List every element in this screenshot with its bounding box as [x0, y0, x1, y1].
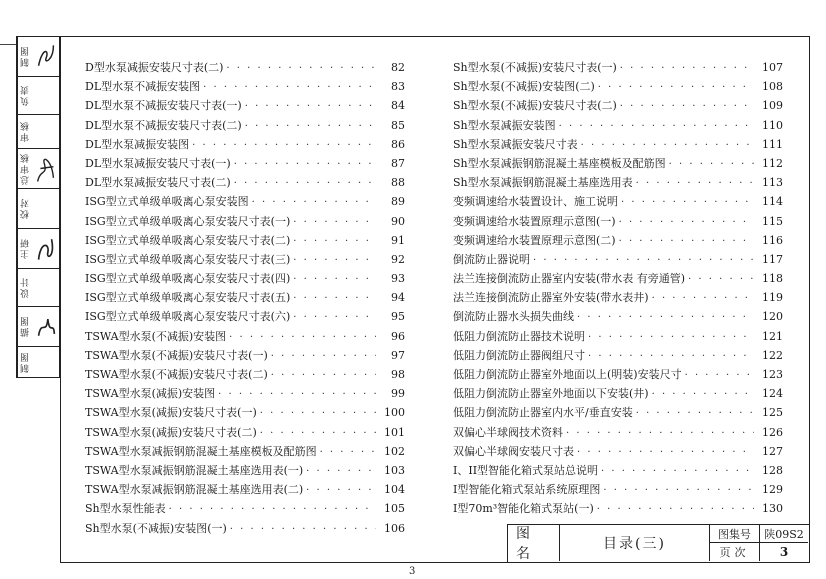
toc-leader-dots: [293, 236, 376, 247]
toc-entry-page: 125: [762, 406, 783, 420]
toc-leader-dots: [620, 63, 754, 74]
toc-leader-dots: [271, 351, 376, 362]
toc-entry: [85, 136, 405, 155]
toc-entry: [85, 481, 405, 500]
toc-entry-page: 130: [762, 502, 783, 516]
toc-entry: [453, 308, 783, 327]
toc-entry: [453, 97, 783, 116]
signature-mark: [33, 189, 59, 228]
toc-entry-title: ISG型立式单级单吸离心泵安装尺寸表(一): [85, 214, 291, 228]
toc-entry-title: D型水泵减振安装尺寸表(二): [85, 61, 224, 74]
toc-entry-title: ISG型立式单级单吸离心泵安装尺寸表(六): [85, 310, 291, 324]
toc-entry: [85, 174, 405, 193]
strip-cell-design: [17, 269, 59, 307]
toc-entry: [453, 78, 783, 97]
toc-entry-page: 111: [762, 137, 783, 151]
toc-entry-title: TSWA型水泵(减振)安装尺寸表(一): [85, 406, 257, 420]
toc-entry: [453, 270, 783, 289]
toc-entry-title: 倒流防止器说明: [453, 252, 530, 266]
title-block-label: 图名: [508, 525, 560, 561]
toc-entry-title: 变频调速给水装置原理示意图(一): [453, 214, 616, 228]
toc-leader-dots: [293, 274, 376, 285]
toc-leader-dots: [245, 101, 376, 112]
toc-entry: [85, 232, 405, 251]
toc-entry-page: 85: [391, 118, 405, 132]
toc-entry-page: 86: [391, 137, 405, 151]
toc-entry: [85, 366, 405, 385]
toc-leader-dots: [271, 370, 376, 381]
toc-entry: [85, 251, 405, 270]
toc-entry-page: 113: [762, 176, 783, 190]
toc-leader-dots: [652, 293, 754, 304]
toc-leader-dots: [234, 159, 376, 170]
toc-leader-dots: [621, 197, 754, 208]
toc-entry-page: 88: [391, 176, 405, 190]
toc-entry-title: 双偏心半球阀安装尺寸表: [453, 444, 574, 458]
toc-leader-dots: [252, 197, 376, 208]
toc-entry: [85, 328, 405, 347]
strip-label: 制图: [17, 37, 33, 76]
toc-entry-page: 89: [391, 195, 405, 209]
toc-entry: [85, 289, 405, 308]
cut-mark: [0, 44, 16, 45]
toc-entry-title: 低阻力倒流防止器室外地面以上(明装)安装尺寸: [453, 368, 682, 381]
toc-leader-dots: [688, 274, 754, 285]
strip-cell-audit: [17, 115, 59, 149]
toc-entry-title: DL型水泵不减振安装尺寸表(一): [85, 99, 242, 113]
toc-entry-title: 法兰连接倒流防止器室内安装(带水表 有旁通管): [453, 272, 686, 286]
toc-entry-title: DL型水泵减振安装尺寸表(二): [85, 176, 231, 190]
toc-column-right: [453, 59, 783, 520]
toc-leader-dots: [229, 332, 376, 343]
toc-entry: [85, 78, 405, 97]
strip-cell-review: [17, 77, 59, 115]
strip-label: 主研: [17, 229, 33, 268]
toc-entry-page: 101: [384, 425, 405, 439]
signature-mark: [33, 269, 59, 306]
toc-entry-page: 118: [762, 272, 783, 286]
toc-entry: [453, 251, 783, 270]
toc-entry-title: TSWA型水泵减振钢筋混凝土基座选用表(二): [85, 483, 304, 497]
toc-entry: [85, 443, 405, 462]
title-block-name: 目录(三): [560, 525, 710, 561]
strip-cell-top: [17, 37, 59, 77]
toc-entry-title: 变频调速给水装置设计、施工说明: [453, 195, 618, 209]
toc-entry-page: 93: [391, 272, 405, 286]
toc-leader-dots: [685, 370, 754, 381]
toc-entry-title: I、II型智能化箱式泵站总说明: [453, 463, 599, 477]
toc-leader-dots: [293, 217, 376, 228]
toc-leader-dots: [260, 428, 376, 439]
toc-entry: [85, 117, 405, 136]
toc-entry-page: 104: [384, 483, 405, 497]
toc-leader-dots: [533, 255, 754, 266]
strip-cell-trace: [17, 307, 59, 347]
toc-entry-title: TSWA型水泵(减振)安装图: [85, 387, 216, 401]
toc-entry-page: 120: [762, 310, 783, 324]
toc-entry: [85, 462, 405, 481]
strip-label: 制图: [17, 347, 33, 377]
toc-entry-page: 90: [391, 214, 405, 228]
toc-entry-title: Sh型水泵(不减振)安装尺寸表(二): [453, 99, 617, 113]
strip-cell-chief: [17, 149, 59, 189]
atlas-number-value: 陕09S2: [760, 525, 808, 543]
toc-leader-dots: [306, 485, 376, 496]
toc-entry: [85, 385, 405, 404]
toc-entry: [453, 174, 783, 193]
toc-entry: [453, 232, 783, 251]
toc-entry-title: TSWA型水泵减振钢筋混凝土基座选用表(一): [85, 463, 304, 477]
toc-leader-dots: [245, 121, 376, 132]
toc-entry-page: 128: [762, 463, 783, 477]
toc-entry-page: 92: [391, 252, 405, 266]
signature-mark: [33, 149, 59, 188]
toc-entry-page: 87: [391, 156, 405, 170]
toc-leader-dots: [306, 466, 376, 477]
toc-entry-page: 119: [762, 291, 783, 305]
toc-entry: [85, 213, 405, 232]
toc-entry-title: 双偏心半球阀技术资料: [453, 425, 563, 439]
toc-entry: [453, 59, 783, 78]
toc-entry-page: 114: [762, 195, 783, 209]
toc-entry-page: 97: [391, 348, 405, 362]
toc-leader-dots: [577, 312, 754, 323]
toc-entry: [85, 308, 405, 327]
toc-entry-page: 82: [391, 61, 405, 74]
toc-entry-title: 低阻力倒流防止器室内水平/垂直安装: [453, 406, 633, 420]
toc-entry: [85, 424, 405, 443]
toc-entry: [453, 155, 783, 174]
toc-entry-page: 112: [762, 156, 783, 170]
toc-leader-dots: [636, 408, 754, 419]
toc-entry-title: TSWA型水泵(减振)安装尺寸表(二): [85, 425, 257, 439]
toc-entry-page: 103: [384, 463, 405, 477]
toc-entry-page: 109: [762, 99, 783, 113]
toc-entry-page: 129: [762, 483, 783, 497]
toc-entry-title: 变频调速给水装置原理示意图(二): [453, 233, 616, 247]
toc-entry-page: 84: [391, 99, 405, 113]
toc-leader-dots: [603, 485, 754, 496]
toc-leader-dots: [601, 466, 754, 477]
signature-mark: [33, 229, 59, 268]
toc-entry-page: 96: [391, 329, 405, 343]
toc-leader-dots: [597, 504, 754, 515]
toc-leader-dots: [293, 255, 376, 266]
signature-mark: [33, 37, 59, 76]
toc-entry: [85, 347, 405, 366]
toc-entry-page: 123: [762, 368, 783, 381]
toc-column-left: [85, 59, 405, 539]
toc-entry-page: 106: [384, 521, 405, 535]
toc-entry-page: 126: [762, 425, 783, 439]
toc-leader-dots: [566, 428, 754, 439]
toc-leader-dots: [192, 140, 376, 151]
toc-leader-dots: [652, 389, 754, 400]
toc-entry-page: 98: [391, 368, 405, 381]
toc-entry-title: DL型水泵不减振安装图: [85, 80, 201, 94]
toc-entry-title: DL型水泵不减振安装尺寸表(二): [85, 118, 242, 132]
toc-entry-page: 108: [762, 80, 783, 94]
strip-cell-check: [17, 189, 59, 229]
toc-entry: [85, 97, 405, 116]
toc-entry-page: 99: [391, 387, 405, 401]
strip-cell-draft: [17, 347, 59, 377]
toc-entry-title: ISG型立式单级单吸离心泵安装尺寸表(二): [85, 233, 291, 247]
toc-leader-dots: [577, 447, 754, 458]
toc-entry: [453, 443, 783, 462]
signature-mark: [33, 115, 59, 148]
toc-entry-page: 127: [762, 444, 783, 458]
toc-entry: [453, 193, 783, 212]
strip-label: 设计: [17, 269, 33, 306]
toc-entry-title: TSWA型水泵(不减振)安装尺寸表(一): [85, 348, 268, 362]
toc-leader-dots: [226, 63, 376, 74]
toc-entry-title: Sh型水泵减振安装尺寸表: [453, 137, 578, 151]
toc-entry-page: 117: [762, 252, 783, 266]
toc-entry-title: TSWA型水泵(不减振)安装尺寸表(二): [85, 368, 268, 381]
toc-entry: [85, 270, 405, 289]
toc-entry: [85, 500, 405, 519]
toc-leader-dots: [230, 524, 376, 535]
strip-label: 负责: [17, 77, 33, 114]
toc-entry-page: 94: [391, 291, 405, 305]
toc-entry-title: ISG型立式单级单吸离心泵安装图: [85, 195, 249, 209]
toc-entry: [85, 404, 405, 423]
toc-entry-page: 115: [762, 214, 783, 228]
signature-mark: [33, 77, 59, 114]
toc-entry: [453, 328, 783, 347]
strip-cell-lead: [17, 229, 59, 269]
drawing-sheet: [60, 36, 810, 563]
toc-entry-title: Sh型水泵(不减振)安装图(一): [85, 521, 227, 535]
toc-entry-page: 91: [391, 233, 405, 247]
toc-leader-dots: [620, 101, 754, 112]
toc-leader-dots: [218, 389, 376, 400]
toc-entry: [453, 404, 783, 423]
toc-entry: [453, 462, 783, 481]
page-number-label: 页次: [710, 543, 760, 561]
toc-entry-title: Sh型水泵(不减振)安装尺寸表(一): [453, 61, 617, 74]
toc-entry-page: 95: [391, 310, 405, 324]
toc-entry-title: 低阻力倒流防止器阀组尺寸: [453, 348, 585, 362]
toc-entry: [453, 424, 783, 443]
toc-leader-dots: [320, 447, 376, 458]
toc-entry-title: Sh型水泵性能表: [85, 502, 166, 516]
toc-entry-title: Sh型水泵减振钢筋混凝土基座选用表: [453, 176, 633, 190]
toc-entry-title: ISG型立式单级单吸离心泵安装尺寸表(五): [85, 291, 291, 305]
toc-leader-dots: [203, 82, 376, 93]
toc-leader-dots: [234, 178, 376, 189]
toc-entry: [453, 136, 783, 155]
toc-entry-page: 107: [762, 61, 783, 74]
toc-leader-dots: [598, 82, 754, 93]
toc-entry: [85, 193, 405, 212]
toc-entry-title: DL型水泵减振安装图: [85, 137, 190, 151]
toc-entry: [453, 366, 783, 385]
toc-entry: [85, 520, 405, 539]
toc-entry-title: 倒流防止器水头损失曲线: [453, 310, 574, 324]
page-number-value: 3: [779, 545, 789, 559]
toc-leader-dots: [559, 121, 754, 132]
toc-entry-title: I型70m³智能化箱式泵站(一): [453, 502, 594, 516]
toc-entry-title: I型智能化箱式泵站系统原理图: [453, 483, 601, 497]
toc-entry: [453, 117, 783, 136]
toc-entry-title: 法兰连接倒流防止器室外安装(带水表井): [453, 291, 649, 305]
toc-leader-dots: [293, 293, 376, 304]
toc-leader-dots: [588, 351, 754, 362]
toc-leader-dots: [169, 504, 376, 515]
toc-entry-page: 124: [762, 387, 783, 401]
toc-entry-title: Sh型水泵(不减振)安装图(二): [453, 80, 595, 94]
strip-label: 校对: [17, 189, 33, 228]
toc-entry-title: 低阻力倒流防止器技术说明: [453, 329, 585, 343]
toc-entry: [453, 500, 783, 519]
toc-entry-page: 110: [762, 118, 783, 132]
signature-mark: [33, 347, 59, 377]
toc-entry-page: 121: [762, 329, 783, 343]
toc-entry-title: 低阻力倒流防止器室外地面以下安装(井): [453, 387, 649, 401]
toc-leader-dots: [581, 140, 754, 151]
toc-entry-page: 105: [384, 502, 405, 516]
toc-leader-dots: [619, 217, 754, 228]
toc-entry-title: TSWA型水泵减振钢筋混凝土基座模板及配筋图: [85, 444, 317, 458]
toc-entry-title: Sh型水泵减振安装图: [453, 118, 556, 132]
toc-leader-dots: [588, 332, 754, 343]
footer-page-number: 3: [409, 566, 416, 577]
toc-entry: [85, 59, 405, 78]
strip-label: 审核: [17, 115, 33, 148]
title-block: [507, 524, 809, 562]
atlas-number-label: 图集号: [710, 525, 760, 543]
toc-entry-page: 102: [384, 444, 405, 458]
toc-leader-dots: [636, 178, 754, 189]
toc-entry: [453, 213, 783, 232]
toc-entry-title: ISG型立式单级单吸离心泵安装尺寸表(三): [85, 252, 291, 266]
toc-entry: [453, 289, 783, 308]
toc-entry-page: 100: [384, 406, 405, 420]
toc-leader-dots: [619, 236, 754, 247]
toc-entry: [85, 155, 405, 174]
signature-strip: [16, 36, 60, 378]
strip-label: 描图: [17, 307, 33, 346]
toc-entry-title: DL型水泵减振安装尺寸表(一): [85, 156, 231, 170]
toc-entry-page: 116: [762, 233, 783, 247]
toc-leader-dots: [669, 159, 754, 170]
toc-leader-dots: [260, 408, 376, 419]
toc-entry-title: ISG型立式单级单吸离心泵安装尺寸表(四): [85, 272, 291, 286]
toc-entry-title: TSWA型水泵(不减振)安装图: [85, 329, 227, 343]
toc-entry-page: 83: [391, 80, 405, 94]
toc-entry: [453, 481, 783, 500]
toc-leader-dots: [293, 312, 376, 323]
toc-entry-page: 122: [762, 348, 783, 362]
signature-mark: [33, 307, 59, 346]
strip-label: 总审核: [17, 149, 33, 188]
toc-entry-title: Sh型水泵减振钢筋混凝土基座模板及配筋图: [453, 156, 666, 170]
toc-entry: [453, 347, 783, 366]
toc-entry: [453, 385, 783, 404]
